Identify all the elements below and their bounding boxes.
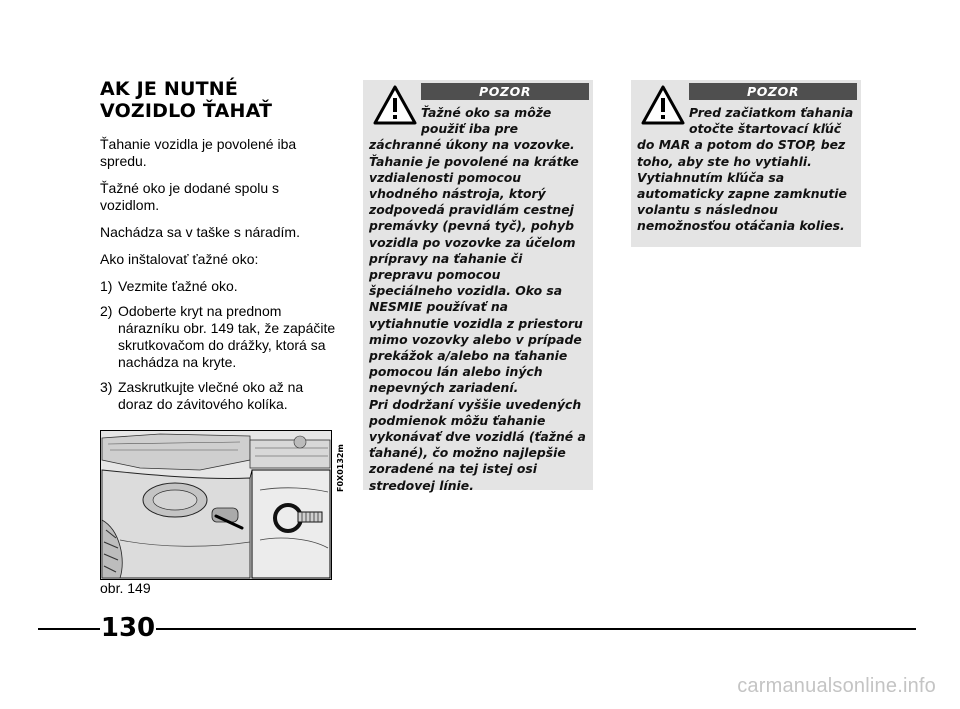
warning-box-towing-eye bbox=[363, 80, 593, 493]
warning-body bbox=[369, 105, 588, 494]
warning-text-continued: Pri dodržaní vyššie uvedených podmienok môžu ťahanie vykonávať dve vozidlá (ťažné a ťahané), čo možno najlepšie zoradené na tej istej osi stredovej línie. bbox=[369, 396, 586, 493]
paragraph: Ťažné oko je dodané spolu s vozidlom. bbox=[100, 180, 280, 213]
footer-rule-right bbox=[156, 628, 916, 630]
step-text: Odoberte kryt na prednom nárazníku obr. 149 tak, že zapáčite skrutkovačom do drážky, ktorá sa nachádza na kryte. bbox=[118, 303, 336, 370]
step-number: 2) bbox=[100, 303, 113, 319]
warning-body bbox=[637, 105, 856, 235]
paragraph: Ťahanie vozidla je povolené iba spredu. bbox=[100, 136, 297, 169]
warning-title: POZOR bbox=[689, 83, 857, 100]
footer-rule-left bbox=[38, 628, 100, 630]
step-text: Zaskrutkujte vlečné oko až na doraz do závitového kolíka. bbox=[118, 379, 304, 412]
step-item bbox=[100, 379, 340, 413]
warning-text: do MAR a potom do STOP, bez toho, aby ste ho vytiahli. Vytiahnutím kľúča sa automaticky zapne zamknutie volantu s následnou nemožnosťou otáčania kolies. bbox=[637, 137, 847, 234]
warning-box-ignition-key bbox=[631, 80, 861, 247]
instructions-column bbox=[100, 78, 340, 421]
figure-code: F0X0132m bbox=[336, 444, 345, 492]
bumper-illustration bbox=[100, 430, 332, 580]
step-number: 1) bbox=[100, 278, 113, 294]
page-number: 130 bbox=[100, 613, 156, 643]
figure-caption: obr. 149 bbox=[100, 580, 151, 596]
step-text: Vezmite ťažné oko. bbox=[118, 278, 238, 294]
paragraph: Nachádza sa v taške s náradím. bbox=[100, 224, 300, 240]
steps-list bbox=[100, 278, 340, 413]
bumper-drawing bbox=[100, 430, 332, 580]
step-item bbox=[100, 278, 340, 295]
warning-lead-text: Pred začiatkom ťahania otočte štartovací kľúč bbox=[689, 105, 854, 137]
watermark: carmanualsonline.info bbox=[737, 675, 936, 697]
step-item bbox=[100, 303, 340, 371]
warning-title: POZOR bbox=[421, 83, 589, 100]
warning-text: záchranné úkony na vozovke. Ťahanie je povolené na krátke vzdialenosti pomocou vhodného nástroja, ktorý zodpovedá pravidlám cestnej premávky (pevná tyč), pohyb vozidla po vozovke za účelom prípravy na ťahanie či prepravu pomocou špeciálneho vozidla. Oko sa NESMIE používať na vytiahnutie vozidla z priestoru mimo vozovky alebo v prípade prekážok a/alebo na ťahanie pomocou lán alebo iných nepevných zariadení. bbox=[369, 137, 583, 396]
step-number: 3) bbox=[100, 379, 113, 395]
section-heading bbox=[100, 78, 340, 122]
paragraph: Ako inštalovať ťažné oko: bbox=[100, 251, 259, 267]
warning-lead-text: Ťažné oko sa môže použiť iba pre bbox=[421, 105, 552, 137]
heading-line-2: VOZIDLO ŤAHAŤ bbox=[100, 100, 273, 122]
heading-line-1: AK JE NUTNÉ bbox=[100, 78, 239, 100]
